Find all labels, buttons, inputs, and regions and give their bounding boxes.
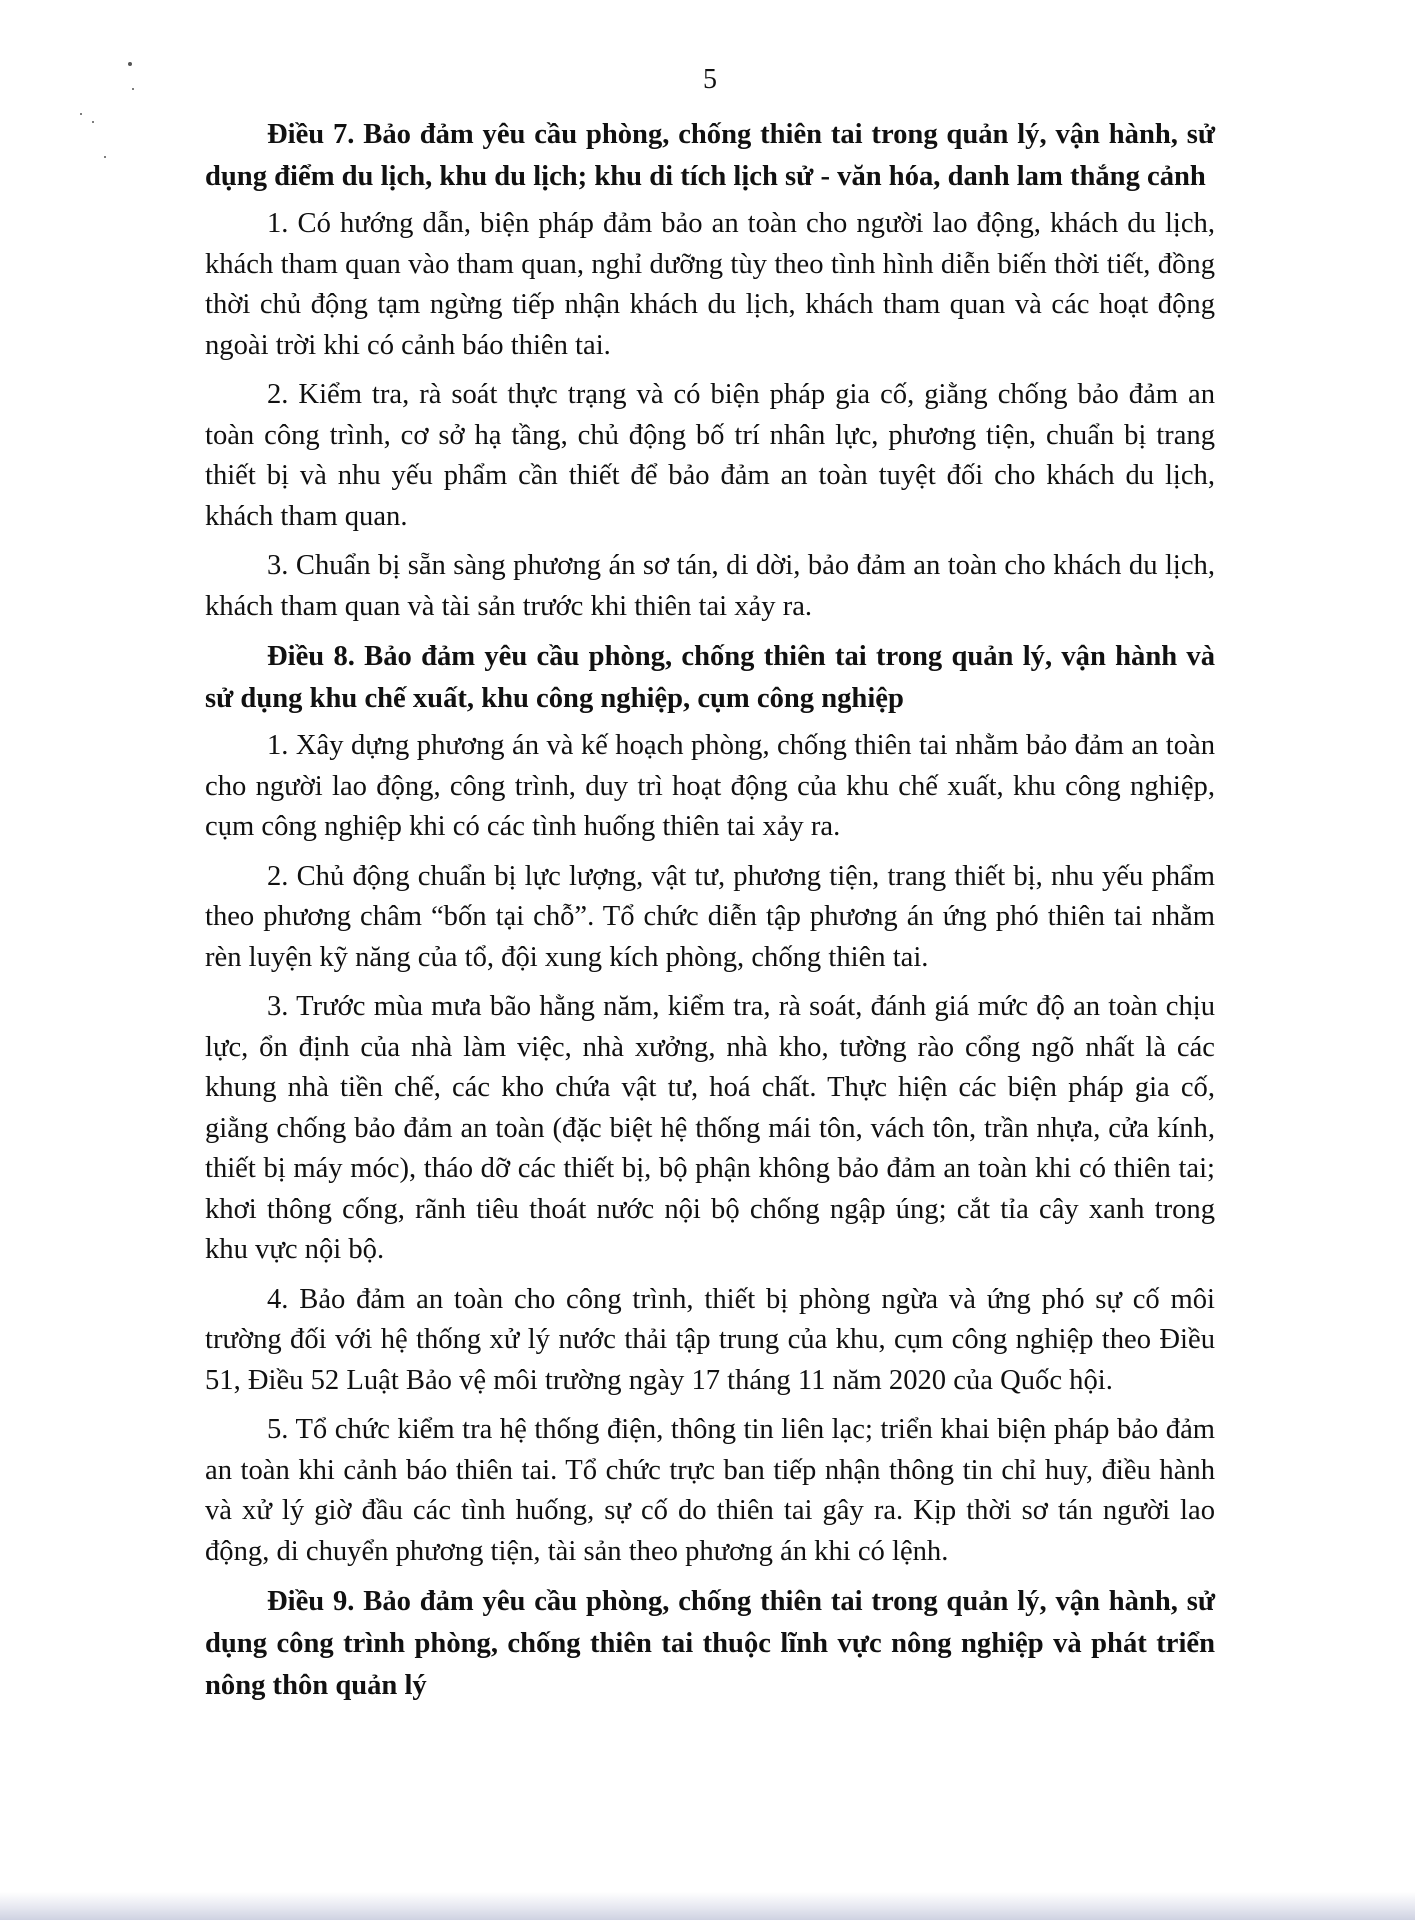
clause: 2. Kiểm tra, rà soát thực trạng và có biện pháp gia cố, giằng chống bảo đảm an toàn công trình, cơ sở hạ tầng, chủ động bố trí nhân lực, phương tiện, chuẩn bị trang thiết bị và nhu yếu phẩm cần thiết để bảo đảm an toàn tuyệt đối cho khách du lịch, khách tham quan. xyxy=(205,379,1215,532)
article-title: Điều 8. Bảo đảm yêu cầu phòng, chống thiên tai trong quản lý, vận hành và sử dụng khu chế xuất, khu công nghiệp, cụm công nghiệp xyxy=(205,641,1215,714)
article-title: Điều 9. Bảo đảm yêu cầu phòng, chống thiên tai trong quản lý, vận hành, sử dụng công trình phòng, chống thiên tai thuộc lĩnh vực nông nghiệp và phát triển nông thôn quản lý xyxy=(205,1586,1215,1701)
clause: 2. Chủ động chuẩn bị lực lượng, vật tư, phương tiện, trang thiết bị, nhu yếu phẩm theo phương châm “bốn tại chỗ”. Tổ chức diễn tập phương án ứng phó thiên tai nhằm rèn luyện kỹ năng của tổ, đội xung kích phòng, chống thiên tai. xyxy=(205,860,1215,973)
clause: 3. Chuẩn bị sẵn sàng phương án sơ tán, di dời, bảo đảm an toàn cho khách du lịch, khách tham quan và tài sản trước khi thiên tai xảy ra. xyxy=(205,550,1215,622)
document-page xyxy=(205,60,1215,1715)
clause: 1. Xây dựng phương án và kế hoạch phòng, chống thiên tai nhằm bảo đảm an toàn cho người lao động, công trình, duy trì hoạt động của khu chế xuất, khu công nghiệp, cụm công nghiệp khi có các tình huống thiên tai xảy ra. xyxy=(205,730,1215,842)
article-title: Điều 7. Bảo đảm yêu cầu phòng, chống thiên tai trong quản lý, vận hành, sử dụng điểm du lịch, khu du lịch; khu di tích lịch sử - văn hóa, danh lam thắng cảnh xyxy=(205,119,1215,192)
article-7 xyxy=(205,114,1215,627)
scan-dot xyxy=(92,121,94,123)
clause: 3. Trước mùa mưa bão hằng năm, kiểm tra, rà soát, đánh giá mức độ an toàn chịu lực, ổn định của nhà làm việc, nhà xưởng, nhà kho, tường rào cổng ngõ nhất là các khung nhà tiền chế, các kho chứa vật tư, hoá chất. Thực hiện các biện pháp gia cố, giằng chống bảo đảm an toàn (đặc biệt hệ thống mái tôn, vách tôn, trần nhựa, cửa kính, thiết bị máy móc), tháo dỡ các thiết bị, bộ phận không bảo đảm an toàn khi có thiên tai; khơi thông cống, rãnh tiêu thoát nước nội bộ chống ngập úng; cắt tỉa cây xanh trong khu vực nội bộ. xyxy=(205,991,1215,1265)
scan-dot xyxy=(132,88,134,90)
clause: 4. Bảo đảm an toàn cho công trình, thiết bị phòng ngừa và ứng phó sự cố môi trường đối với hệ thống xử lý nước thải tập trung của khu, cụm công nghiệp theo Điều 51, Điều 52 Luật Bảo vệ môi trường ngày 17 tháng 11 năm 2020 của Quốc hội. xyxy=(205,1283,1215,1396)
clause: 1. Có hướng dẫn, biện pháp đảm bảo an toàn cho người lao động, khách du lịch, khách tham quan vào tham quan, nghỉ dưỡng tùy theo tình hình diễn biến thời tiết, đồng thời chủ động tạm ngừng tiếp nhận khách du lịch, khách tham quan và các hoạt động ngoài trời khi có cảnh báo thiên tai. xyxy=(205,208,1215,361)
article-8 xyxy=(205,636,1215,1572)
clause: 5. Tổ chức kiểm tra hệ thống điện, thông tin liên lạc; triển khai biện pháp bảo đảm an toàn khi cảnh báo thiên tai. Tổ chức trực ban tiếp nhận thông tin chỉ huy, điều hành và xử lý giờ đầu các tình huống, sự cố do thiên tai gây ra. Kịp thời sơ tán người lao động, di chuyển phương tiện, tài sản theo phương án khi có lệnh. xyxy=(205,1414,1215,1567)
scan-dot xyxy=(104,156,106,158)
scan-dot xyxy=(128,62,132,66)
article-9 xyxy=(205,1581,1215,1707)
scan-dot xyxy=(80,113,82,115)
scan-edge-shadow xyxy=(0,1892,1415,1920)
page-number: 5 xyxy=(703,64,717,95)
